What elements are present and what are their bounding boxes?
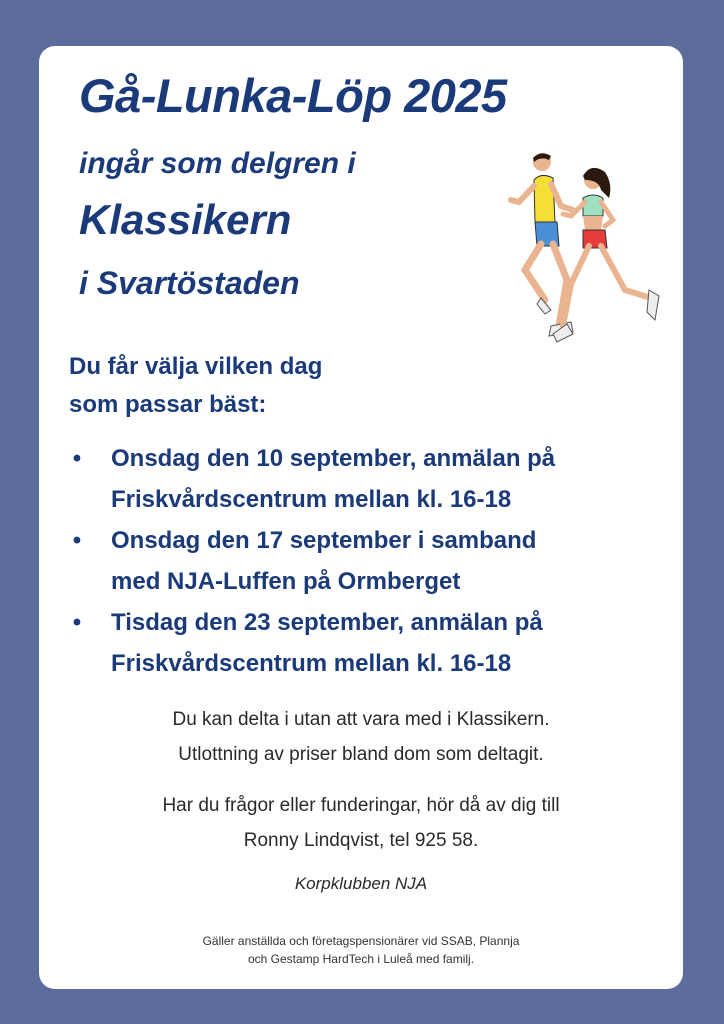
date-item-2 bbox=[69, 520, 669, 602]
date-item-line-2: Friskvårdscentrum mellan kl. 16-18 bbox=[111, 650, 512, 677]
poster-card bbox=[39, 46, 683, 989]
contact-line-2: Ronny Lindqvist, tel 925 58. bbox=[243, 830, 479, 851]
date-item-line-2: Friskvårdscentrum mellan kl. 16-18 bbox=[111, 486, 512, 513]
info-line-1: Du kan delta i utan att vara med i Klassikern. bbox=[172, 709, 550, 730]
subtitle-line-1: ingår som delgren i bbox=[79, 147, 356, 180]
contact-paragraph bbox=[39, 788, 683, 858]
runners-illustration bbox=[501, 150, 671, 360]
date-item-line-1: Onsdag den 10 september, anmälan på bbox=[111, 445, 556, 472]
bullet-icon: • bbox=[72, 609, 82, 636]
female-runner-icon bbox=[553, 168, 659, 342]
footer-line-2: och Gestamp HardTech i Luleå med familj. bbox=[247, 952, 475, 966]
footer-line-1: Gäller anställda och företagspensionärer vid SSAB, Plannja bbox=[202, 934, 520, 948]
poster-title: Gå-Lunka-Löp 2025 bbox=[79, 69, 507, 122]
intro-line-2: som passar bäst: bbox=[69, 391, 267, 418]
subtitle-line-2: Klassikern bbox=[79, 196, 292, 243]
intro-line-1: Du får välja vilken dag bbox=[69, 353, 323, 380]
date-list bbox=[69, 438, 669, 684]
info-paragraph bbox=[39, 702, 683, 772]
date-item-3 bbox=[69, 602, 669, 684]
date-item-1 bbox=[69, 438, 669, 520]
footer-note bbox=[39, 932, 683, 968]
organizer-name: Korpklubben NJA bbox=[294, 874, 428, 893]
bullet-icon: • bbox=[72, 445, 82, 472]
info-line-2: Utlottning av priser bland dom som deltagit. bbox=[178, 744, 544, 765]
date-item-line-1: Tisdag den 23 september, anmälan på bbox=[111, 609, 543, 636]
bullet-icon: • bbox=[72, 527, 82, 554]
contact-line-1: Har du frågor eller funderingar, hör då av dig till bbox=[162, 795, 560, 816]
date-item-line-1: Onsdag den 17 september i samband bbox=[111, 527, 537, 554]
intro-text bbox=[69, 348, 429, 424]
date-item-line-2: med NJA-Luffen på Ormberget bbox=[111, 568, 461, 595]
subtitle-line-3: i Svartöstaden bbox=[79, 265, 300, 301]
